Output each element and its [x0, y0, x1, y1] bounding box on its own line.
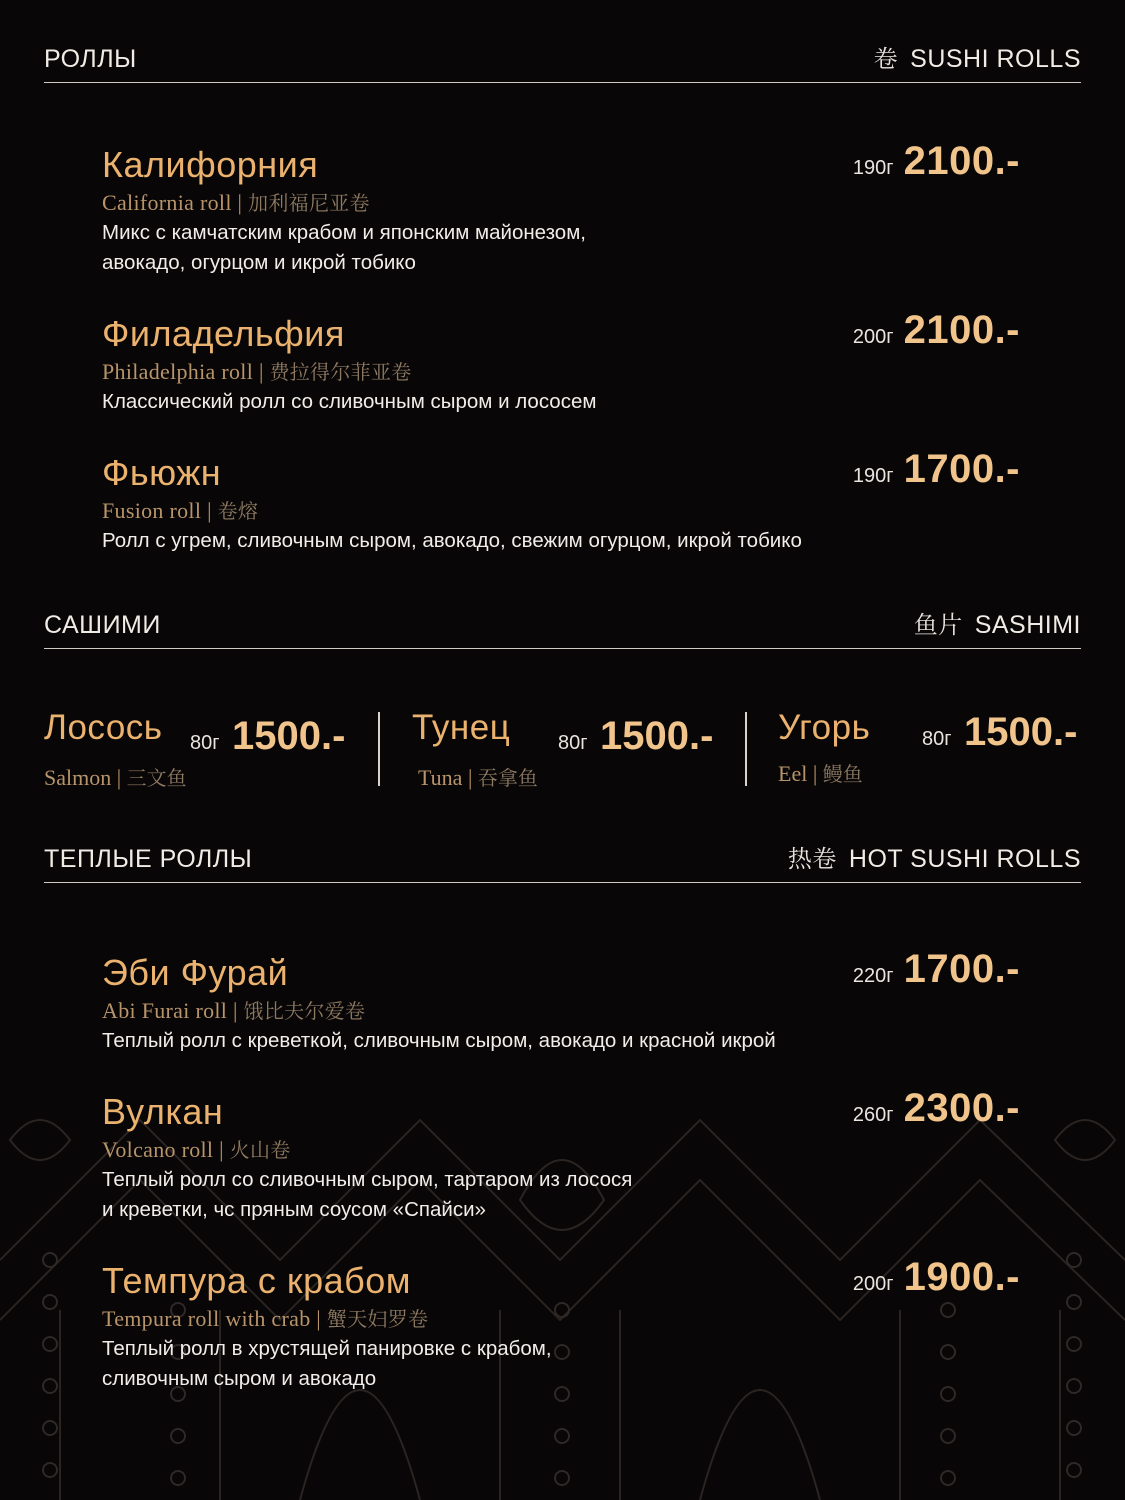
item-description-line: Теплый ролл со сливочным сыром, тартаром из лосося [102, 1168, 633, 1191]
item-name-cn: 加利福尼亚卷 [248, 191, 370, 215]
item-price: 2100.- [903, 139, 1020, 183]
item-price: 1500.- [232, 714, 346, 758]
section-title-cn: 鱼片 [913, 611, 963, 639]
item-subtitle: Eel | 鳗鱼 [778, 761, 863, 786]
item-price: 2300.- [903, 1086, 1020, 1130]
item-name-cn: 三文鱼 [126, 766, 187, 790]
section-title-ru: САШИМИ [44, 611, 161, 639]
item-weight: 200г [852, 326, 894, 348]
item-price: 1500.- [964, 710, 1078, 754]
item-price: 2100.- [903, 308, 1020, 352]
item-subtitle: Philadelphia roll | 费拉得尔菲亚卷 [102, 359, 412, 384]
item-name-en: Philadelphia roll [102, 359, 254, 384]
section-title-cn: 热卷 [787, 845, 837, 873]
item-name-en: Eel [778, 761, 808, 786]
price-block [853, 139, 1020, 184]
menu-item [102, 1086, 1020, 1225]
section-header-hot-rolls [44, 838, 1081, 883]
item-price: 1700.- [903, 447, 1020, 491]
section-header-sashimi [44, 604, 1081, 649]
price-block [853, 447, 1020, 492]
menu-item [102, 1255, 1020, 1394]
item-name: Лосось [44, 708, 163, 747]
divider [378, 712, 380, 786]
price-block [853, 1255, 1020, 1300]
section-title-en: SASHIMI [974, 611, 1081, 639]
item-name-en: Tuna [418, 765, 463, 790]
item-description-line: Классический ролл со сливочным сыром и лососем [102, 390, 597, 413]
item-name-en: Volcano roll [102, 1137, 214, 1162]
item-name-en: Tempura roll with crab [102, 1306, 311, 1331]
item-weight: 80г [558, 732, 588, 754]
item-description-line: авокадо, огурцом и икрой тобико [102, 251, 416, 274]
section-title-cn: 卷 [873, 45, 899, 73]
item-price: 1500.- [600, 714, 714, 758]
item-name-en: Abi Furai roll [102, 998, 228, 1023]
section-header-rolls [44, 38, 1081, 83]
item-weight: 80г [190, 732, 220, 754]
item-description-line: сливочным сыром и авокадо [102, 1367, 377, 1390]
item-description-line: Микс с камчатским крабом и японским майонезом, [102, 221, 586, 244]
menu-item [102, 447, 1020, 556]
item-name-cn: 费拉得尔菲亚卷 [269, 360, 412, 384]
item-subtitle: California roll | 加利福尼亚卷 [102, 190, 370, 215]
item-price: 1700.- [903, 947, 1020, 991]
item-name-cn: 吞拿鱼 [477, 766, 538, 790]
price-block [853, 308, 1020, 353]
price-block [853, 1086, 1020, 1131]
item-weight: 190г [852, 465, 894, 487]
section-title-en: SUSHI ROLLS [910, 45, 1081, 73]
menu-item [102, 947, 1020, 1056]
item-name: Темпура с крабом [102, 1260, 412, 1301]
item-subtitle: Tempura roll with crab | 蟹天妇罗卷 [102, 1306, 429, 1331]
sashimi-item [412, 708, 714, 790]
item-description-line: Теплый ролл в хрустящей панировке с крабом, [102, 1337, 552, 1360]
item-price: 1900.- [903, 1255, 1020, 1299]
sashimi-item [44, 708, 346, 790]
item-name-cn: 饿比夫尔爱卷 [243, 999, 366, 1023]
menu-item [102, 308, 1020, 417]
item-weight: 80г [922, 728, 952, 750]
item-name-en: Salmon [44, 765, 112, 790]
item-description-line: и креветки, чс пряным соусом «Спайси» [102, 1198, 486, 1221]
item-description-line: Теплый ролл с креветкой, сливочным сыром, авокадо и красной икрой [102, 1029, 776, 1052]
section-title-ru: ТЕПЛЫЕ РОЛЛЫ [44, 845, 253, 873]
item-name-en: Fusion roll [102, 498, 202, 523]
sashimi-row [44, 708, 1084, 798]
item-weight: 220г [852, 965, 894, 987]
sashimi-item [778, 708, 1078, 786]
item-name: Калифорния [102, 144, 319, 185]
price-block [853, 947, 1020, 992]
item-subtitle: Tuna | 吞拿鱼 [418, 765, 538, 790]
item-weight: 190г [852, 157, 894, 179]
item-subtitle: Abi Furai roll | 饿比夫尔爱卷 [102, 998, 366, 1023]
item-subtitle: Salmon | 三文鱼 [44, 765, 187, 790]
item-description-line: Ролл с угрем, сливочным сыром, авокадо, свежим огурцом, икрой тобико [102, 529, 802, 552]
item-name: Угорь [778, 708, 871, 747]
item-name: Вулкан [102, 1091, 224, 1132]
item-name: Тунец [412, 708, 511, 747]
item-name-cn: 卷熔 [217, 499, 259, 523]
item-name: Эби Фурай [102, 952, 289, 993]
item-name-cn: 火山卷 [229, 1138, 291, 1162]
item-name-cn: 蟹天妇罗卷 [326, 1307, 429, 1331]
item-name: Фьюжн [102, 452, 222, 493]
item-name: Филадельфия [102, 313, 345, 354]
item-name-en: California roll [102, 190, 232, 215]
section-title-en: HOT SUSHI ROLLS [848, 845, 1081, 873]
item-weight: 260г [852, 1104, 894, 1126]
item-subtitle: Fusion roll | 卷熔 [102, 498, 259, 523]
item-subtitle: Volcano roll | 火山卷 [102, 1137, 291, 1162]
menu-item [102, 139, 1020, 278]
divider [745, 712, 747, 786]
item-weight: 200г [852, 1273, 894, 1295]
item-name-cn: 鳗鱼 [822, 762, 863, 786]
section-title-ru: РОЛЛЫ [44, 45, 137, 73]
